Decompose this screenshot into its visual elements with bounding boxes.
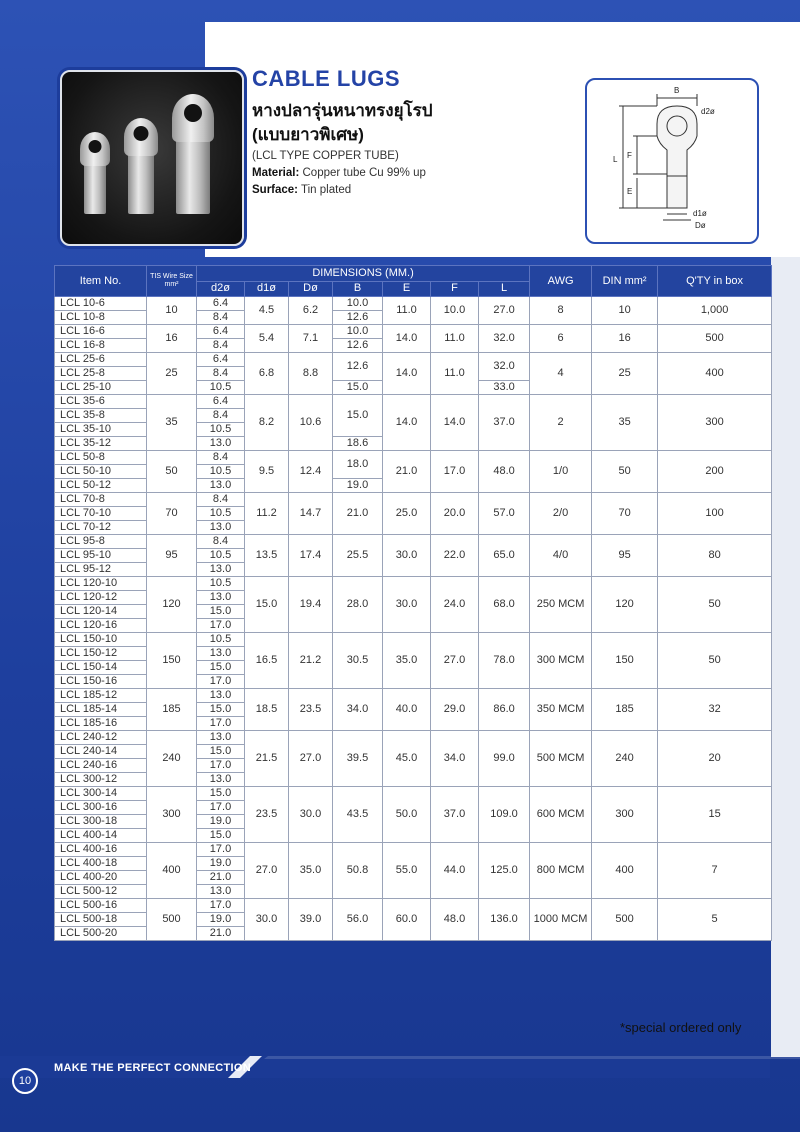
cell-f: 10.0 — [431, 297, 479, 325]
cell-l: 27.0 — [479, 297, 530, 325]
cell-item-no: LCL 35-12 — [55, 437, 147, 451]
cell-e: 14.0 — [383, 325, 431, 353]
cell-l: 37.0 — [479, 395, 530, 451]
cell-din: 120 — [592, 577, 658, 633]
cell-item-no: LCL 95-8 — [55, 535, 147, 549]
product-photo — [60, 70, 244, 246]
cell-f: 11.0 — [431, 353, 479, 395]
cell-qty: 5 — [658, 899, 772, 941]
header-dimensions: DIMENSIONS (MM.) — [197, 266, 530, 282]
cell-d2: 17.0 — [197, 619, 245, 633]
cell-f: 22.0 — [431, 535, 479, 577]
cell-f: 34.0 — [431, 731, 479, 787]
cell-d2: 17.0 — [197, 899, 245, 913]
cable-lug-spec-table — [54, 265, 772, 941]
table-row — [55, 899, 772, 913]
cell-d1: 23.5 — [245, 787, 289, 843]
cell-awg: 2/0 — [530, 493, 592, 535]
cell-d2: 10.5 — [197, 577, 245, 591]
cell-d1: 11.2 — [245, 493, 289, 535]
cell-din: 240 — [592, 731, 658, 787]
table-row — [55, 787, 772, 801]
cell-item-no: LCL 120-12 — [55, 591, 147, 605]
cell-item-no: LCL 120-14 — [55, 605, 147, 619]
cell-d: 10.6 — [289, 395, 333, 451]
cell-l: 32.0 — [479, 353, 530, 381]
cell-d1: 6.8 — [245, 353, 289, 395]
table-row — [55, 451, 772, 465]
cell-f: 14.0 — [431, 395, 479, 451]
cell-d2: 10.5 — [197, 423, 245, 437]
cell-l: 57.0 — [479, 493, 530, 535]
cell-item-no: LCL 240-12 — [55, 731, 147, 745]
cell-din: 25 — [592, 353, 658, 395]
cell-wire-size: 400 — [147, 843, 197, 899]
label-l: L — [613, 155, 618, 164]
cell-item-no: LCL 150-14 — [55, 661, 147, 675]
cell-l: 65.0 — [479, 535, 530, 577]
cell-item-no: LCL 185-14 — [55, 703, 147, 717]
label-d1: d1ø — [693, 209, 707, 218]
cell-item-no: LCL 70-8 — [55, 493, 147, 507]
cell-din: 50 — [592, 451, 658, 493]
cell-d1: 16.5 — [245, 633, 289, 689]
cell-b: 43.5 — [333, 787, 383, 843]
cell-d2: 10.5 — [197, 549, 245, 563]
cell-awg: 4 — [530, 353, 592, 395]
header-item-no: Item No. — [55, 266, 147, 297]
table-row — [55, 633, 772, 647]
cell-e: 40.0 — [383, 689, 431, 731]
cell-d2: 21.0 — [197, 871, 245, 885]
cell-b: 25.5 — [333, 535, 383, 577]
cell-b: 19.0 — [333, 479, 383, 493]
cell-d2: 13.0 — [197, 647, 245, 661]
header-d1: d1ø — [245, 281, 289, 297]
cell-b: 28.0 — [333, 577, 383, 633]
cell-item-no: LCL 300-18 — [55, 815, 147, 829]
cell-awg: 800 MCM — [530, 843, 592, 899]
cell-e: 45.0 — [383, 731, 431, 787]
cell-d2: 17.0 — [197, 843, 245, 857]
cell-wire-size: 50 — [147, 451, 197, 493]
cell-item-no: LCL 120-16 — [55, 619, 147, 633]
cell-d2: 19.0 — [197, 857, 245, 871]
cell-item-no: LCL 16-6 — [55, 325, 147, 339]
cell-d: 6.2 — [289, 297, 333, 325]
cell-b: 50.8 — [333, 843, 383, 899]
cell-e: 35.0 — [383, 633, 431, 689]
cell-d1: 21.5 — [245, 731, 289, 787]
cell-d: 19.4 — [289, 577, 333, 633]
cell-qty: 32 — [658, 689, 772, 731]
cell-d: 12.4 — [289, 451, 333, 493]
cell-d: 14.7 — [289, 493, 333, 535]
cell-e: 11.0 — [383, 297, 431, 325]
cell-l: 86.0 — [479, 689, 530, 731]
cell-d: 8.8 — [289, 353, 333, 395]
cell-d1: 5.4 — [245, 325, 289, 353]
cell-item-no: LCL 25-6 — [55, 353, 147, 367]
cell-qty: 80 — [658, 535, 772, 577]
table-row — [55, 353, 772, 367]
cell-b: 12.6 — [333, 311, 383, 325]
label-f: F — [627, 151, 632, 160]
cell-d2: 17.0 — [197, 759, 245, 773]
cell-d2: 10.5 — [197, 465, 245, 479]
special-order-note: *special ordered only — [620, 1020, 742, 1035]
cell-d2: 8.4 — [197, 311, 245, 325]
cell-qty: 300 — [658, 395, 772, 451]
cell-b: 15.0 — [333, 381, 383, 395]
cell-qty: 20 — [658, 731, 772, 787]
cell-e: 50.0 — [383, 787, 431, 843]
cell-item-no: LCL 300-16 — [55, 801, 147, 815]
cell-din: 400 — [592, 843, 658, 899]
cell-awg: 500 MCM — [530, 731, 592, 787]
page-title: CABLE LUGS — [252, 66, 400, 91]
cell-awg: 350 MCM — [530, 689, 592, 731]
cell-b: 56.0 — [333, 899, 383, 941]
cell-item-no: LCL 150-16 — [55, 675, 147, 689]
cell-d2: 13.0 — [197, 773, 245, 787]
cell-item-no: LCL 150-12 — [55, 647, 147, 661]
cell-item-no: LCL 35-10 — [55, 423, 147, 437]
cell-qty: 50 — [658, 577, 772, 633]
cell-d2: 6.4 — [197, 297, 245, 311]
cell-e: 60.0 — [383, 899, 431, 941]
cell-f: 37.0 — [431, 787, 479, 843]
cell-d2: 15.0 — [197, 661, 245, 675]
cell-b: 10.0 — [333, 325, 383, 339]
cell-wire-size: 25 — [147, 353, 197, 395]
cell-e: 14.0 — [383, 395, 431, 451]
cell-l: 32.0 — [479, 325, 530, 353]
cell-awg: 1/0 — [530, 451, 592, 493]
cell-f: 27.0 — [431, 633, 479, 689]
cell-d1: 13.5 — [245, 535, 289, 577]
page-number: 10 — [12, 1068, 38, 1094]
cell-qty: 50 — [658, 633, 772, 689]
cell-f: 44.0 — [431, 843, 479, 899]
cell-wire-size: 500 — [147, 899, 197, 941]
cell-d2: 8.4 — [197, 367, 245, 381]
table-row — [55, 689, 772, 703]
cell-d: 39.0 — [289, 899, 333, 941]
cell-wire-size: 300 — [147, 787, 197, 843]
cell-d1: 4.5 — [245, 297, 289, 325]
cell-d2: 17.0 — [197, 801, 245, 815]
cell-din: 10 — [592, 297, 658, 325]
cell-item-no: LCL 95-12 — [55, 563, 147, 577]
cell-wire-size: 16 — [147, 325, 197, 353]
cell-qty: 100 — [658, 493, 772, 535]
cell-l: 68.0 — [479, 577, 530, 633]
cell-wire-size: 120 — [147, 577, 197, 633]
cell-d2: 13.0 — [197, 885, 245, 899]
cell-wire-size: 95 — [147, 535, 197, 577]
cell-item-no: LCL 400-18 — [55, 857, 147, 871]
cell-d2: 19.0 — [197, 815, 245, 829]
header-d2: d2ø — [197, 281, 245, 297]
cell-awg: 6 — [530, 325, 592, 353]
cell-item-no: LCL 150-10 — [55, 633, 147, 647]
label-b: B — [674, 86, 680, 95]
cell-d2: 15.0 — [197, 745, 245, 759]
cell-b: 12.6 — [333, 353, 383, 381]
cell-awg: 8 — [530, 297, 592, 325]
cell-e: 14.0 — [383, 353, 431, 395]
cell-b: 18.0 — [333, 451, 383, 479]
cell-d2: 6.4 — [197, 395, 245, 409]
cell-d2: 10.5 — [197, 633, 245, 647]
cell-item-no: LCL 300-14 — [55, 787, 147, 801]
table-row — [55, 535, 772, 549]
cell-item-no: LCL 500-12 — [55, 885, 147, 899]
cell-awg: 600 MCM — [530, 787, 592, 843]
cell-item-no: LCL 185-16 — [55, 717, 147, 731]
cell-din: 70 — [592, 493, 658, 535]
material-spec: Material: Copper tube Cu 99% up — [252, 167, 426, 179]
cell-d1: 18.5 — [245, 689, 289, 731]
cell-b: 10.0 — [333, 297, 383, 311]
cell-d1: 9.5 — [245, 451, 289, 493]
cell-f: 11.0 — [431, 325, 479, 353]
cell-d2: 10.5 — [197, 381, 245, 395]
cell-item-no: LCL 35-8 — [55, 409, 147, 423]
cell-item-no: LCL 50-12 — [55, 479, 147, 493]
cell-item-no: LCL 95-10 — [55, 549, 147, 563]
thai-title-line1: หางปลารุ่นหนาทรงยุโรป — [252, 101, 433, 120]
label-e: E — [627, 187, 633, 196]
table-row — [55, 325, 772, 339]
cell-d2: 8.4 — [197, 493, 245, 507]
header-wire-size: TIS Wire Size mm² — [147, 266, 197, 297]
cell-b: 21.0 — [333, 493, 383, 535]
table-row — [55, 577, 772, 591]
cell-l: 78.0 — [479, 633, 530, 689]
cell-din: 300 — [592, 787, 658, 843]
cell-d2: 15.0 — [197, 787, 245, 801]
product-subtitle: (LCL TYPE COPPER TUBE) — [252, 150, 399, 162]
footer-slogan: MAKE THE PERFECT CONNECTION — [54, 1062, 251, 1074]
table-row — [55, 843, 772, 857]
cell-f: 20.0 — [431, 493, 479, 535]
cell-d2: 13.0 — [197, 521, 245, 535]
cell-d2: 13.0 — [197, 731, 245, 745]
cell-d2: 19.0 — [197, 913, 245, 927]
cell-d2: 15.0 — [197, 829, 245, 843]
cell-qty: 200 — [658, 451, 772, 493]
cell-l: 99.0 — [479, 731, 530, 787]
cell-awg: 4/0 — [530, 535, 592, 577]
cell-d2: 8.4 — [197, 451, 245, 465]
cell-din: 16 — [592, 325, 658, 353]
cell-awg: 1000 MCM — [530, 899, 592, 941]
cell-d2: 17.0 — [197, 717, 245, 731]
cell-e: 30.0 — [383, 577, 431, 633]
cell-l: 48.0 — [479, 451, 530, 493]
cell-item-no: LCL 240-14 — [55, 745, 147, 759]
cell-item-no: LCL 50-10 — [55, 465, 147, 479]
cell-e: 25.0 — [383, 493, 431, 535]
cell-item-no: LCL 25-10 — [55, 381, 147, 395]
header-qty: Q'TY in box — [658, 266, 772, 297]
cell-item-no: LCL 500-20 — [55, 927, 147, 941]
cell-qty: 1,000 — [658, 297, 772, 325]
cell-d2: 17.0 — [197, 675, 245, 689]
cell-d2: 6.4 — [197, 353, 245, 367]
header-l: L — [479, 281, 530, 297]
cell-l: 33.0 — [479, 381, 530, 395]
cell-item-no: LCL 35-6 — [55, 395, 147, 409]
thai-title-line2: (แบบยาวพิเศษ) — [252, 125, 364, 144]
cell-d1: 15.0 — [245, 577, 289, 633]
cell-qty: 500 — [658, 325, 772, 353]
cell-b: 30.5 — [333, 633, 383, 689]
cell-d: 30.0 — [289, 787, 333, 843]
cell-l: 125.0 — [479, 843, 530, 899]
cell-qty: 400 — [658, 353, 772, 395]
cell-item-no: LCL 10-6 — [55, 297, 147, 311]
label-d: Dø — [695, 221, 706, 230]
page-edge-strip — [771, 257, 800, 1057]
cell-l: 109.0 — [479, 787, 530, 843]
cell-d1: 30.0 — [245, 899, 289, 941]
cell-item-no: LCL 25-8 — [55, 367, 147, 381]
cell-d2: 8.4 — [197, 339, 245, 353]
cell-b: 12.6 — [333, 339, 383, 353]
cell-din: 150 — [592, 633, 658, 689]
cell-din: 95 — [592, 535, 658, 577]
cell-d: 35.0 — [289, 843, 333, 899]
cell-din: 185 — [592, 689, 658, 731]
cell-d: 17.4 — [289, 535, 333, 577]
cell-item-no: LCL 240-16 — [55, 759, 147, 773]
cell-f: 48.0 — [431, 899, 479, 941]
cell-qty: 7 — [658, 843, 772, 899]
cell-d2: 15.0 — [197, 703, 245, 717]
header-b: B — [333, 281, 383, 297]
cell-item-no: LCL 500-18 — [55, 913, 147, 927]
large-lug-image — [176, 138, 210, 214]
cell-item-no: LCL 50-8 — [55, 451, 147, 465]
cell-f: 24.0 — [431, 577, 479, 633]
table-row — [55, 493, 772, 507]
table-row — [55, 395, 772, 409]
cell-item-no: LCL 70-12 — [55, 521, 147, 535]
cell-b: 34.0 — [333, 689, 383, 731]
cell-item-no: LCL 500-16 — [55, 899, 147, 913]
label-d2: d2ø — [701, 107, 715, 116]
cell-d2: 21.0 — [197, 927, 245, 941]
cell-d2: 8.4 — [197, 409, 245, 423]
cell-d: 27.0 — [289, 731, 333, 787]
cell-awg: 300 MCM — [530, 633, 592, 689]
cell-b: 18.6 — [333, 437, 383, 451]
cell-d2: 15.0 — [197, 605, 245, 619]
cell-f: 29.0 — [431, 689, 479, 731]
cell-d: 21.2 — [289, 633, 333, 689]
small-lug-image — [84, 162, 106, 214]
cell-l: 136.0 — [479, 899, 530, 941]
cell-item-no: LCL 70-10 — [55, 507, 147, 521]
cell-b: 39.5 — [333, 731, 383, 787]
cell-d2: 13.0 — [197, 563, 245, 577]
cell-d2: 10.5 — [197, 507, 245, 521]
header-awg: AWG — [530, 266, 592, 297]
cell-item-no: LCL 400-14 — [55, 829, 147, 843]
cell-wire-size: 240 — [147, 731, 197, 787]
table-row — [55, 731, 772, 745]
cell-din: 500 — [592, 899, 658, 941]
cell-wire-size: 35 — [147, 395, 197, 451]
dimension-diagram — [585, 78, 759, 244]
cell-d1: 27.0 — [245, 843, 289, 899]
cell-wire-size: 150 — [147, 633, 197, 689]
cell-d2: 8.4 — [197, 535, 245, 549]
cell-item-no: LCL 400-16 — [55, 843, 147, 857]
cell-qty: 15 — [658, 787, 772, 843]
medium-lug-image — [128, 152, 154, 214]
cell-e: 30.0 — [383, 535, 431, 577]
cell-item-no: LCL 185-12 — [55, 689, 147, 703]
cell-e: 55.0 — [383, 843, 431, 899]
cell-d2: 13.0 — [197, 437, 245, 451]
header-din: DIN mm² — [592, 266, 658, 297]
header-f: F — [431, 281, 479, 297]
lug-dimension-drawing — [587, 80, 757, 242]
cell-d2: 6.4 — [197, 325, 245, 339]
cell-item-no: LCL 300-12 — [55, 773, 147, 787]
cell-d2: 13.0 — [197, 479, 245, 493]
cell-wire-size: 185 — [147, 689, 197, 731]
cell-item-no: LCL 120-10 — [55, 577, 147, 591]
cell-d2: 13.0 — [197, 591, 245, 605]
cell-item-no: LCL 400-20 — [55, 871, 147, 885]
cell-item-no: LCL 16-8 — [55, 339, 147, 353]
cell-d: 23.5 — [289, 689, 333, 731]
cell-d: 7.1 — [289, 325, 333, 353]
cell-d1: 8.2 — [245, 395, 289, 451]
header-e: E — [383, 281, 431, 297]
cell-item-no: LCL 10-8 — [55, 311, 147, 325]
cell-din: 35 — [592, 395, 658, 451]
table-row — [55, 297, 772, 311]
cell-awg: 2 — [530, 395, 592, 451]
cell-f: 17.0 — [431, 451, 479, 493]
cell-wire-size: 10 — [147, 297, 197, 325]
cell-e: 21.0 — [383, 451, 431, 493]
cell-wire-size: 70 — [147, 493, 197, 535]
cell-awg: 250 MCM — [530, 577, 592, 633]
surface-spec: Surface: Tin plated — [252, 184, 352, 196]
cell-b: 15.0 — [333, 395, 383, 437]
cell-d2: 13.0 — [197, 689, 245, 703]
header-d: Dø — [289, 281, 333, 297]
